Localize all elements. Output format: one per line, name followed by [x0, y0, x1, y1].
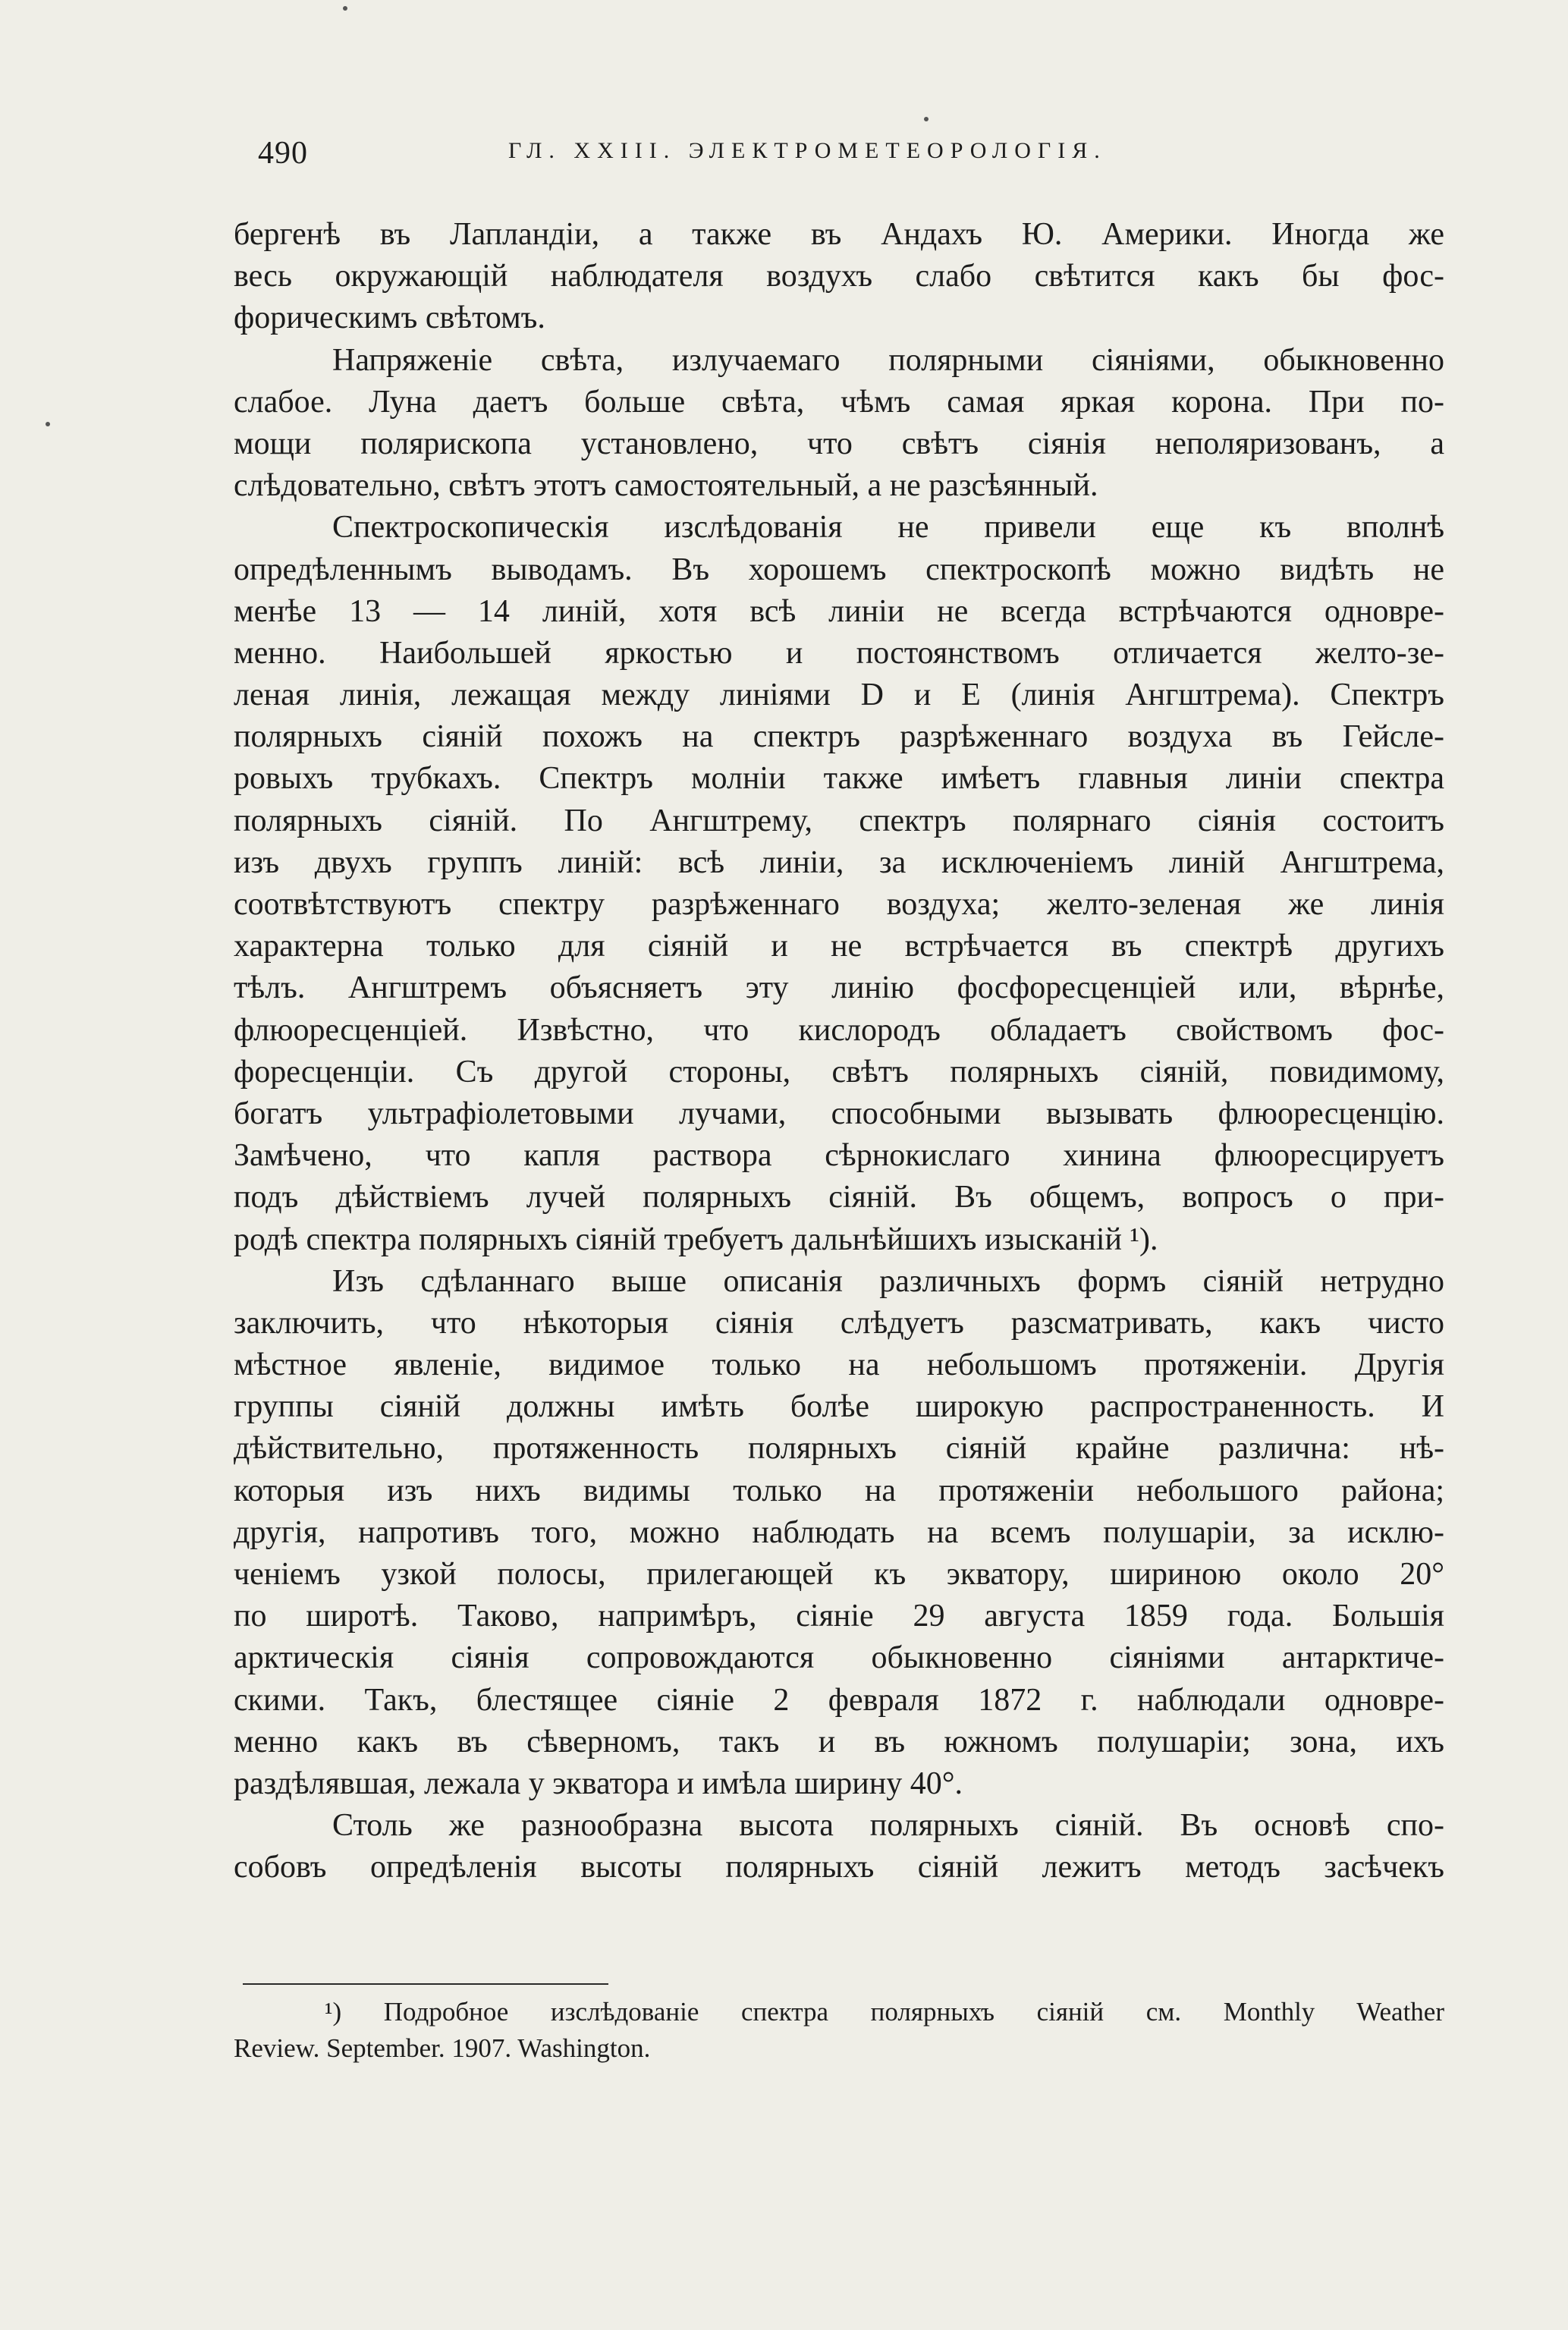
text-line: мощи полярископа установлено, что свѣтъ сіянія неполяризованъ, а — [234, 426, 1444, 461]
text-line: Напряженіе свѣта, излучаемаго полярными сіяніями, обыкновенно — [332, 342, 1444, 378]
footnote-line: ¹) Подробное изслѣдованіе спектра полярныхъ сіяній см. Monthly Weather — [325, 1997, 1444, 2027]
text-line: менно. Наибольшей яркостью и постоянствомъ отличается желто-зе- — [234, 635, 1444, 671]
text-line: Столь же разнообразна высота полярныхъ сіяній. Въ основѣ спо- — [332, 1808, 1444, 1844]
text-line: собовъ опредѣленія высоты полярныхъ сіяній лежитъ методъ засѣчекъ — [234, 1850, 1444, 1885]
text-line: другія, напротивъ того, можно наблюдать на всемъ полушаріи, за исклю- — [234, 1514, 1444, 1550]
text-line: раздѣлявшая, лежала у экватора и имѣла ширину 40°. — [234, 1766, 963, 1801]
text-line: слѣдовательно, свѣтъ этотъ самостоятельный, а не разсѣянный. — [234, 468, 1098, 504]
body-text — [234, 214, 1444, 1889]
paragraph-4 — [234, 1261, 1444, 1805]
footnotes — [234, 1994, 1444, 2067]
text-line: леная линія, лежащая между линіями D и E (линія Ангштрема). Спектръ — [234, 678, 1444, 713]
text-line: группы сіяній должны имѣть болѣе широкую распространенность. И — [234, 1389, 1444, 1425]
page-header — [258, 135, 1456, 181]
text-line: скими. Такъ, блестящее сіяніе 2 февраля 1872 г. наблюдали одновре- — [234, 1682, 1444, 1718]
text-line: характерна только для сіяній и не встрѣчается въ спектрѣ другихъ — [234, 929, 1444, 964]
print-speck — [343, 6, 347, 11]
paragraph-3 — [234, 507, 1444, 1260]
running-head: ГЛ. XXIII. ЭЛЕКТРОМЕТЕОРОЛОГІЯ. — [508, 138, 1107, 163]
text-line: полярныхъ сіяній. По Ангштрему, спектръ полярнаго сіянія состоитъ — [234, 803, 1444, 838]
text-line: флюоресценціей. Извѣстно, что кислородъ обладаетъ свойствомъ фос- — [234, 1012, 1444, 1048]
print-speck — [46, 422, 50, 426]
text-line: Замѣчено, что капля раствора сѣрнокислаго хинина флюоресцируетъ — [234, 1138, 1444, 1174]
text-line: полярныхъ сіяній похожъ на спектръ разрѣженнаго воздуха въ Гейсле- — [234, 719, 1444, 755]
paragraph-2 — [234, 340, 1444, 508]
footnote-divider — [243, 1983, 608, 1985]
text-line: менѣе 13 — 14 линій, хотя всѣ линіи не всегда встрѣчаются одновре- — [234, 593, 1444, 629]
footnote-line: Review. September. 1907. Washington. — [234, 2033, 651, 2063]
text-line: по широтѣ. Таково, напримѣръ, сіяніе 29 августа 1859 года. Большія — [234, 1599, 1444, 1634]
text-line: форесценціи. Съ другой стороны, свѣтъ полярныхъ сіяній, повидимому, — [234, 1054, 1444, 1090]
text-line: ровыхъ трубкахъ. Спектръ молніи также имѣетъ главныя линіи спектра — [234, 761, 1444, 797]
text-line: Изъ сдѣланнаго выше описанія различныхъ формъ сіяній нетрудно — [332, 1263, 1444, 1299]
print-speck — [924, 117, 929, 121]
text-line: менно какъ въ сѣверномъ, такъ и въ южномъ полушаріи; зона, ихъ — [234, 1724, 1444, 1759]
text-line: весь окружающій наблюдателя воздухъ слабо свѣтится какъ бы фос- — [234, 259, 1444, 294]
text-line: Спектроскопическія изслѣдованія не привели еще къ вполнѣ — [332, 510, 1444, 546]
paragraph-1 — [234, 214, 1444, 340]
text-line: богатъ ультрафіолетовыми лучами, способными вызывать флюоресценцію. — [234, 1096, 1444, 1131]
text-line: слабое. Луна даетъ больше свѣта, чѣмъ самая яркая корона. При по- — [234, 384, 1444, 420]
text-line: мѣстное явленіе, видимое только на небольшомъ протяженіи. Другія — [234, 1347, 1444, 1383]
text-line: тѣлъ. Ангштремъ объясняетъ эту линію фосфоресценціей или, вѣрнѣе, — [234, 970, 1444, 1006]
text-line: родѣ спектра полярныхъ сіяній требуетъ дальнѣйшихъ изысканій ¹). — [234, 1222, 1158, 1257]
text-line: изъ двухъ группъ линій: всѣ линіи, за исключеніемъ линій Ангштрема, — [234, 844, 1444, 880]
text-line: ченіемъ узкой полосы, прилегающей къ экватору, шириною около 20° — [234, 1557, 1444, 1592]
text-line: опредѣленнымъ выводамъ. Въ хорошемъ спектроскопѣ можно видѣть не — [234, 552, 1444, 587]
paragraph-5 — [234, 1805, 1444, 1888]
text-line: заключить, что нѣкоторыя сіянія слѣдуетъ разсматривать, какъ чисто — [234, 1305, 1444, 1341]
text-line: бергенѣ въ Лапландіи, а также въ Андахъ Ю. Америки. Иногда же — [234, 217, 1444, 252]
text-line: арктическія сіянія сопровождаются обыкновенно сіяніями антарктиче- — [234, 1640, 1444, 1676]
text-line: дѣйствительно, протяженность полярныхъ сіяній крайне различна: нѣ- — [234, 1431, 1444, 1467]
text-line: соотвѣтствуютъ спектру разрѣженнаго воздуха; желто-зеленая же линія — [234, 887, 1444, 922]
page-number: 490 — [258, 136, 308, 171]
text-line: которыя изъ нихъ видимы только на протяженіи небольшого района; — [234, 1473, 1444, 1508]
text-line: форическимъ свѣтомъ. — [234, 300, 545, 336]
text-line: подъ дѣйствіемъ лучей полярныхъ сіяній. Въ общемъ, вопросъ о при- — [234, 1180, 1444, 1215]
